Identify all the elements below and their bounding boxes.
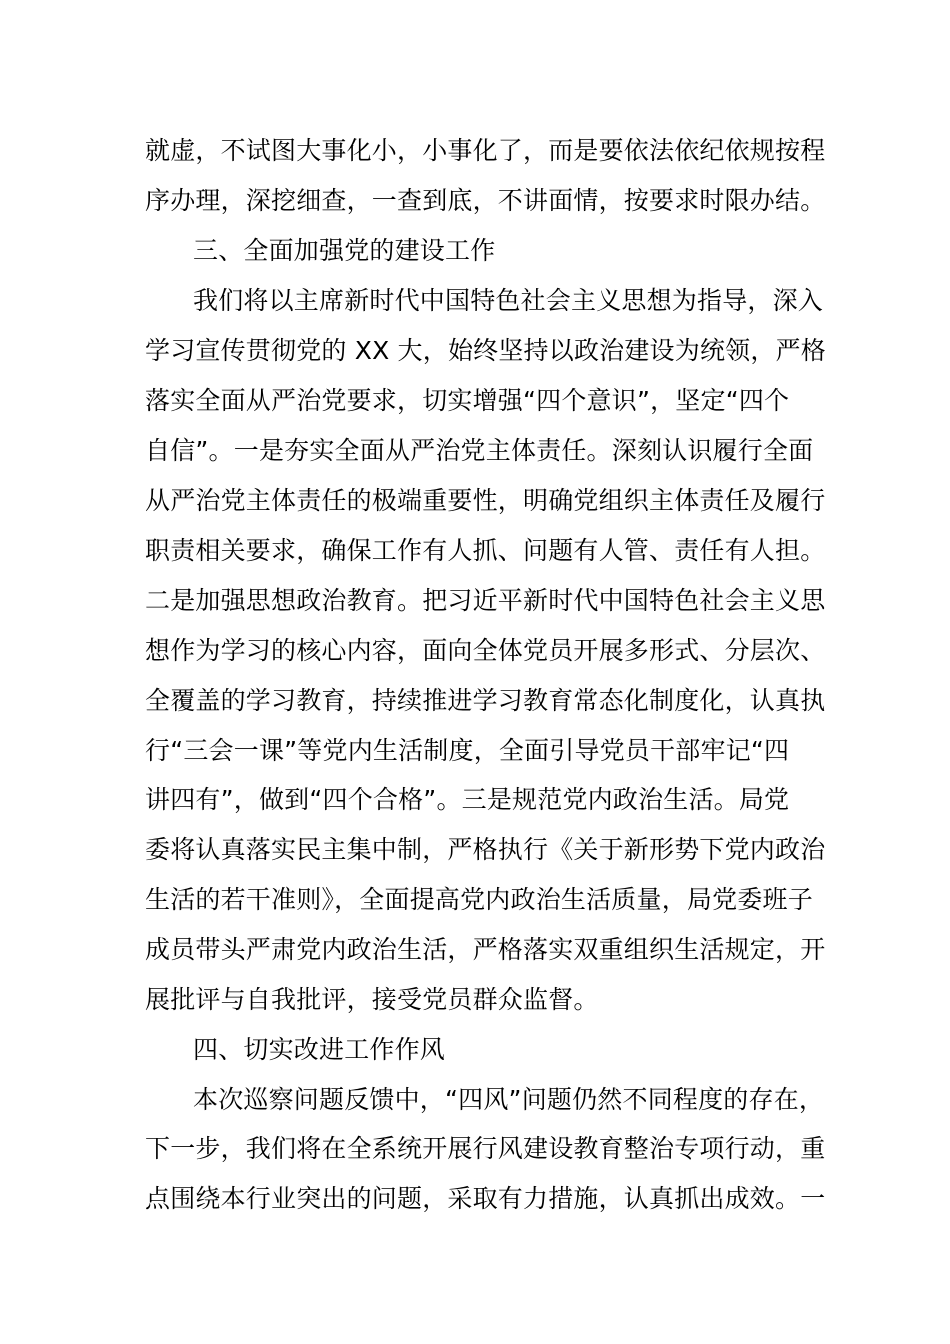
text-line: 二是加强思想政治教育。把习近平新时代中国特色社会主义思 [145,586,826,615]
text-line: 序办理，深挖细查，一查到底，不讲面情，按要求时限办结。 [145,186,826,215]
text-line: 全覆盖的学习教育，持续推进学习教育常态化制度化，认真执 [145,686,826,715]
text-line: 展批评与自我批评，接受党员群众监督。 [145,985,599,1014]
text-line: 想作为学习的核心内容，面向全体党员开展多形式、分层次、 [145,636,826,665]
section-heading: 三、全面加强党的建设工作 [193,236,496,265]
text-line: 点围绕本行业突出的问题，采取有力措施，认真抓出成效。一 [145,1184,826,1213]
text-line: 本次巡察问题反馈中，“四风”问题仍然不同程度的存在， [193,1085,825,1114]
text-line: 委将认真落实民主集中制，严格执行《关于新形势下党内政治 [145,835,826,864]
text-line: 讲四有”，做到“四个合格”。三是规范党内政治生活。局党 [145,785,790,814]
text-line: 职责相关要求，确保工作有人抓、问题有人管、责任有人担。 [145,536,826,565]
text-line: 成员带头严肃党内政治生活，严格落实双重组织生活规定，开 [145,935,826,964]
text-line: 行“三会一课”等党内生活制度，全面引导党员干部牢记“四 [145,736,790,765]
section-heading: 四、切实改进工作作风 [193,1035,446,1064]
text-line: 学习宣传贯彻党的 XX 大，始终坚持以政治建设为统领，严格 [145,336,826,365]
text-line: 落实全面从严治党要求，切实增强“四个意识”，坚定“四个 [145,386,790,415]
text-line: 自信”。一是夯实全面从严治党主体责任。深刻认识履行全面 [145,436,814,465]
text-line: 下一步，我们将在全系统开展行风建设教育整治专项行动，重 [145,1134,826,1163]
text-line: 从严治党主体责任的极端重要性，明确党组织主体责任及履行 [145,486,826,515]
text-line: 我们将以主席新时代中国特色社会主义思想为指导，深入 [193,286,824,315]
text-line: 就虚，不试图大事化小，小事化了，而是要依法依纪依规按程 [145,136,826,165]
text-line: 生活的若干准则》，全面提高党内政治生活质量，局党委班子 [145,885,813,914]
